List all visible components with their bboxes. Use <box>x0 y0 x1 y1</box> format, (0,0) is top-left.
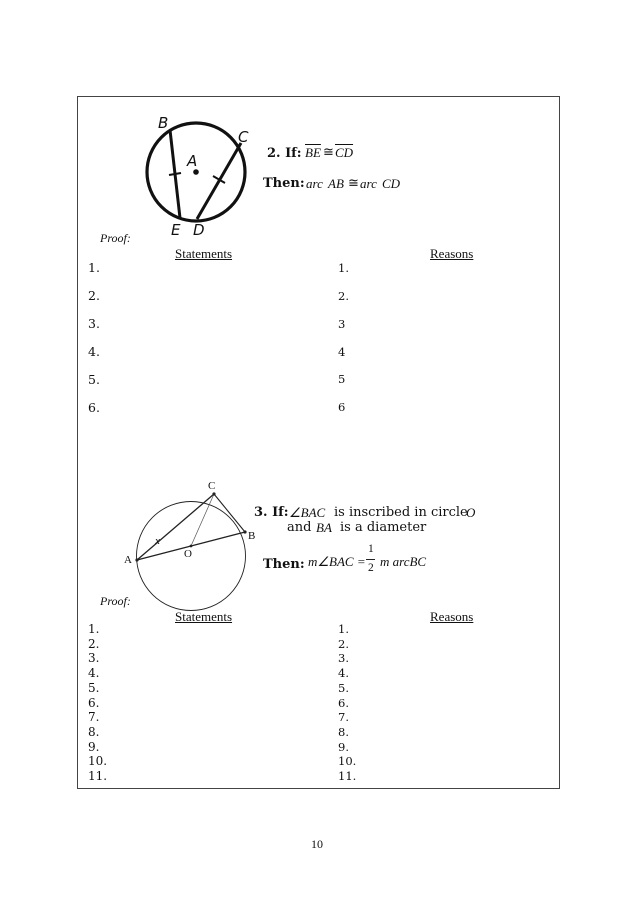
reasons-list-3 <box>338 622 356 784</box>
page-number: 10 <box>311 837 323 851</box>
reason-3-1: 1. <box>338 622 349 636</box>
label-d: D <box>193 221 205 239</box>
statement-3-11: 11. <box>88 769 108 784</box>
reason-2-3: 3 <box>338 317 346 331</box>
problem3-if-label: 3. If: <box>254 505 289 520</box>
reason-3-11: 11. <box>338 769 357 784</box>
reason-3-3: 3. <box>338 651 349 666</box>
statement-2-1: 1. <box>88 260 100 275</box>
fraction-denominator: 2 <box>368 562 374 574</box>
fraction-numerator: 1 <box>368 543 374 555</box>
then-rhs: m arcBC <box>380 554 427 569</box>
statements-header-3: Statements <box>175 609 233 624</box>
reason-2-4: 4 <box>338 345 346 359</box>
point-o <box>190 545 193 548</box>
statement-3-6: 6. <box>88 695 100 710</box>
statement-2-6: 6. <box>88 400 100 415</box>
problem2-then-label: Then: <box>263 176 305 191</box>
then-lhs: m∠BAC = <box>308 554 366 569</box>
reasons-header-3: Reasons <box>430 609 474 624</box>
congruent-symbol-2: ≅ <box>348 176 359 191</box>
label-o-3: O <box>184 548 192 560</box>
statement-3-9: 9. <box>88 739 100 754</box>
statement-2-4: 4. <box>88 344 100 359</box>
reason-3-4: 4. <box>338 666 349 681</box>
label-e: E <box>171 221 181 239</box>
problem2-if-label: 2. If: <box>267 146 302 161</box>
circle-o-label: O <box>466 505 476 520</box>
problem3-then-label: Then: <box>263 557 305 572</box>
segment-be: $\overline{BE}$ <box>305 145 321 160</box>
reason-2-1: 1. <box>338 261 349 275</box>
statement-3-3: 3. <box>88 651 100 666</box>
label-c-3: C <box>208 480 216 492</box>
label-x-3: x <box>155 535 160 547</box>
proof-label-2: Proof: <box>100 231 131 245</box>
fraction-bar <box>366 559 375 560</box>
statement-3-8: 8. <box>88 724 100 739</box>
if-and: and <box>287 520 312 535</box>
label-c: C <box>238 128 249 146</box>
if-text-1: is inscribed in circle <box>334 505 468 520</box>
point-b <box>243 530 246 533</box>
proof-label-3: Proof: <box>100 594 131 608</box>
arc-word-2: arc <box>360 176 377 191</box>
statement-2-5: 5. <box>88 372 100 387</box>
statements-header-2: Statements <box>175 246 233 261</box>
segment-ba: BA <box>316 520 332 535</box>
statement-2-2: 2. <box>88 288 100 303</box>
statement-3-4: 4. <box>88 666 100 681</box>
statement-2-3: 3. <box>88 316 100 331</box>
statement-3-1: 1. <box>88 622 100 636</box>
label-a-3: A <box>124 554 132 566</box>
arc-cd: CD <box>382 176 401 191</box>
reasons-header-2: Reasons <box>430 246 474 261</box>
congruent-symbol-1: ≅ <box>323 145 334 160</box>
reason-2-5: 5 <box>338 372 346 386</box>
segment-cd: $\overline{CD}$ <box>335 145 354 160</box>
reason-3-9: 9. <box>338 739 349 754</box>
arc-word-1: arc <box>306 176 323 191</box>
reason-3-8: 8. <box>338 724 349 739</box>
label-a: A <box>187 152 198 170</box>
arc-ab: AB <box>328 176 344 191</box>
statement-3-5: 5. <box>88 680 100 695</box>
point-a <box>135 558 138 561</box>
reason-3-7: 7. <box>338 710 349 725</box>
point-c <box>212 492 215 495</box>
statement-3-7: 7. <box>88 710 100 725</box>
label-b: B <box>158 114 169 132</box>
statement-3-10: 10. <box>88 754 108 769</box>
reason-3-5: 5. <box>338 680 349 695</box>
statement-3-2: 2. <box>88 636 100 651</box>
reason-2-2: 2. <box>338 289 349 303</box>
reason-2-6: 6 <box>338 400 346 414</box>
reason-3-10: 10. <box>338 754 357 769</box>
label-b-3: B <box>248 530 256 542</box>
chord-cb <box>214 494 245 532</box>
statements-list-3 <box>88 622 107 784</box>
if-text-2: is a diameter <box>340 520 427 535</box>
reason-3-2: 2. <box>338 636 349 651</box>
angle-bac: ∠BAC <box>289 505 326 520</box>
reason-3-6: 6. <box>338 695 349 710</box>
